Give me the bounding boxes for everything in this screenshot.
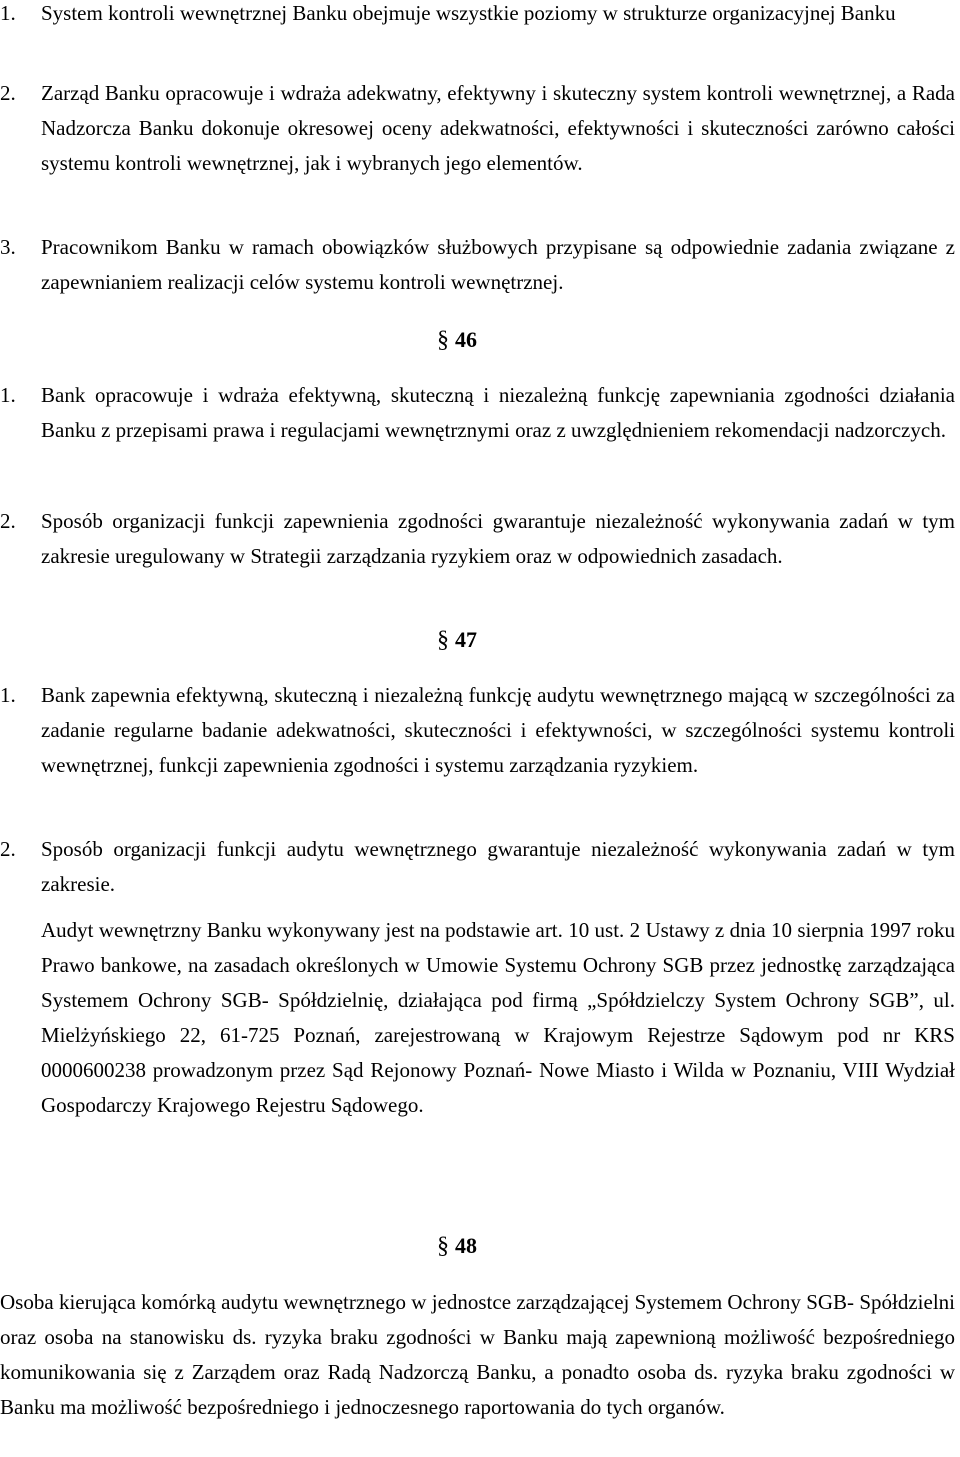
item-text: Bank opracowuje i wdraża efektywną, skuteczną i niezależną funkcję zapewniania zgodności działania Banku z przepisami prawa i regulacjami wewnętrznymi oraz z uwzględnieniem rekomendacji nadzorczych. [41,383,955,442]
list-item [0,678,955,783]
list-item [0,76,955,181]
item-number: 3. [0,235,16,259]
item-text: System kontroli wewnętrznej Banku obejmuje wszystkie poziomy w strukturze organizacyjnej Banku [41,1,896,25]
item-number: 2. [0,509,16,533]
paragraph-audit: Audyt wewnętrzny Banku wykonywany jest na podstawie art. 10 ust. 2 Ustawy z dnia 10 sierpnia 1997 roku Prawo bankowe, na zasadach określonych w Umowie Systemu Ochrony SGB przez jednostkę zarządzająca Systemem Ochrony SGB- Spółdzielnię, działająca pod firmą „Spółdzielczy System Ochrony SGB”, ul. Mielżyńskiego 22, 61-725 Poznań, zarejestrowaną w Krajowym Rejestrze Sądowym pod nr KRS 0000600238 prowadzonym przez Sąd Rejonowy Poznań- Nowe Miasto i Wilda w Poznaniu, VIII Wydział Gospodarczy Krajowego Rejestru Sądowego. [41,918,955,1117]
section-number: 46 [455,327,477,352]
paragraph-compliance: Osoba kierująca komórką audytu wewnętrznego w jednostce zarządzającej Systemem Ochrony SGB- Spółdzielni oraz osoba na stanowisku ds. ryzyka braku zgodności w Banku mają zapewnioną możliwość bezpośredniego komunikowania się z Zarządem oraz Radą Nadzorczą Banku, a ponadto osoba ds. ryzyka braku zgodności w Banku ma możliwość bezpośredniego i jednoczesnego raportowania do tych organów. [0,1290,955,1419]
section-symbol: § [437,327,449,353]
item-text: Sposób organizacji funkcji zapewnienia zgodności gwarantuje niezależność wykonywania zadań w tym zakresie uregulowany w Strategii zarządzania ryzykiem oraz w odpowiednich zasadach. [41,509,955,568]
section-heading-46 [437,322,557,358]
section-number: 47 [455,627,477,652]
item-number: 1. [0,683,16,707]
list-item [0,0,955,31]
section-heading-47 [437,622,557,658]
item-text: Bank zapewnia efektywną, skuteczną i niezależną funkcję audytu wewnętrznego mającą w szczególności za zadanie regularne badanie adekwatności, skuteczności i efektywności, w szczególności systemu kontroli wewnętrznej, funkcji zapewnienia zgodności i systemu zarządzania ryzykiem. [41,683,955,777]
item-text: Sposób organizacji funkcji audytu wewnętrznego gwarantuje niezależność wykonywania zadań w tym zakresie. [41,837,955,896]
item-text: Pracownikom Banku w ramach obowiązków służbowych przypisane są odpowiednie zadania związane z zapewnianiem realizacji celów systemu kontroli wewnętrznej. [41,235,955,294]
item-number: 2. [0,81,16,105]
item-text: Zarząd Banku opracowuje i wdraża adekwatny, efektywny i skuteczny system kontroli wewnętrznej, a Rada Nadzorcza Banku dokonuje okresowej oceny adekwatności, efektywności i skuteczności zarówno całości systemu kontroli wewnętrznej, jak i wybranych jego elementów. [41,81,955,175]
list-item [0,504,955,574]
item-number: 2. [0,837,16,861]
section-heading-48 [437,1228,557,1264]
list-item [0,832,955,902]
section-symbol: § [437,627,449,653]
section-number: 48 [455,1233,477,1258]
item-number: 1. [0,383,16,407]
list-item [0,378,955,448]
list-item [0,230,955,300]
section-symbol: § [437,1233,449,1259]
item-number: 1. [0,1,16,25]
